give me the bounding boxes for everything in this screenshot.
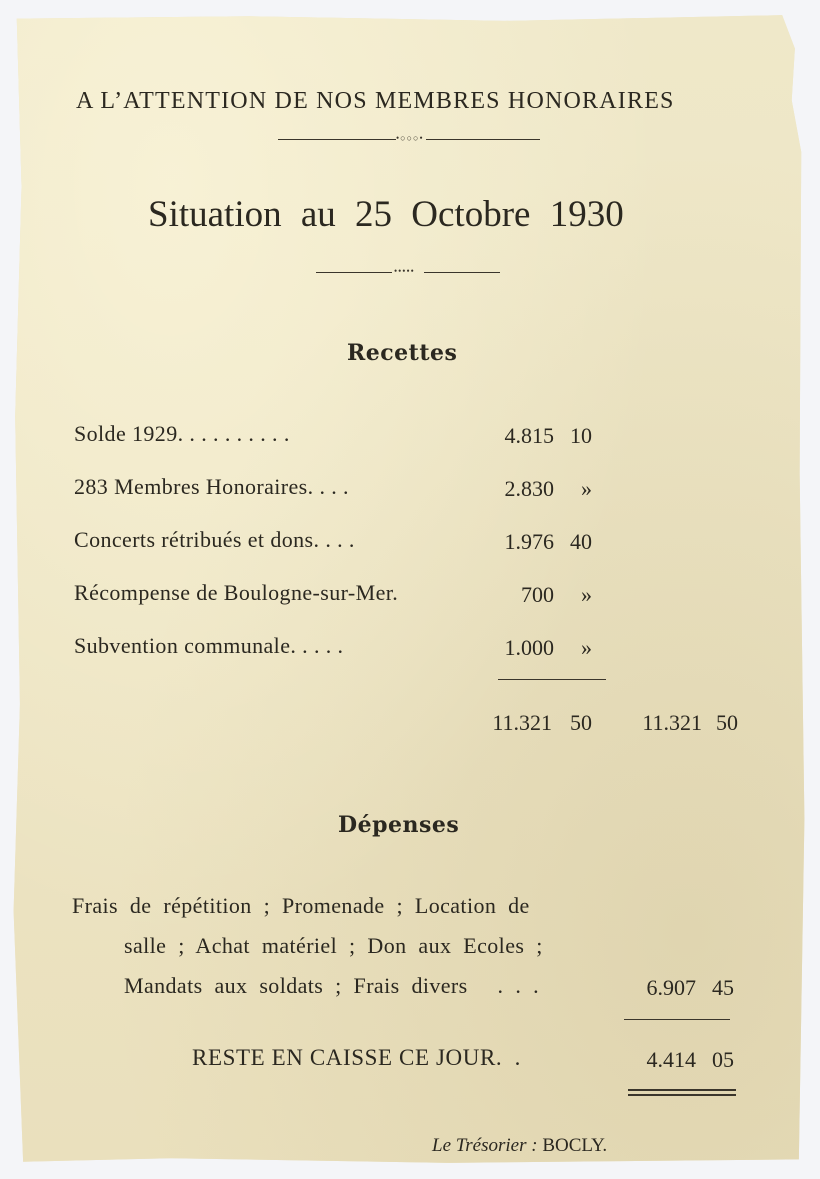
header-line: A L’ATTENTION DE NOS MEMBRES HONORAIRES [76, 88, 675, 114]
depenses-cents: 45 [712, 975, 734, 1000]
treasurer-name: BOCLY. [542, 1135, 608, 1156]
ornament-center: •○○○• [396, 133, 424, 143]
reste-label: RESTE EN CAISSE CE JOUR. [192, 1045, 503, 1070]
depenses-heading: Dépenses [338, 812, 460, 838]
title-rule-right [424, 272, 500, 273]
recette-amount: 1.976 [504, 529, 554, 554]
recette-label: Solde 1929 [74, 421, 178, 446]
recette-leader: . . . . [307, 474, 349, 499]
ornament-rule-left [278, 139, 396, 140]
depenses-line: salle ; Achat matériel ; Don aux Ecoles ; [124, 933, 543, 958]
recette-cents: » [581, 635, 592, 660]
depenses-amount: 6.907 [646, 975, 696, 1000]
reste-leader: . [514, 1045, 521, 1070]
subtotal-rule [498, 679, 606, 680]
subtotal-amount: 11.321 [492, 710, 552, 735]
recette-leader: . . . . [313, 527, 355, 552]
reste-amount: 4.414 [646, 1047, 696, 1072]
depenses-line [124, 973, 539, 999]
title-ornament: ••••• [394, 266, 415, 276]
recette-leader: . [392, 580, 399, 605]
recette-label: Subvention communale [74, 633, 291, 658]
depenses-line-text: Mandats aux soldats ; Frais divers [124, 973, 468, 998]
recette-leader: . . . . . . . . . . [177, 421, 290, 446]
recette-row [74, 580, 398, 606]
recette-leader: . . . . . [290, 633, 344, 658]
recette-amount: 4.815 [504, 423, 554, 448]
double-rule-top [628, 1089, 736, 1091]
page-title: Situation au 25 Octobre 1930 [148, 194, 624, 235]
reste-cents: 05 [712, 1047, 734, 1072]
ornament-rule-right [426, 139, 540, 140]
recettes-heading: Recettes [347, 340, 458, 366]
recette-label: Récompense de Boulogne-sur-Mer [74, 580, 393, 605]
recette-row [74, 527, 355, 553]
total-amount: 11.321 [642, 710, 702, 735]
depenses-rule [624, 1019, 730, 1020]
reste-row [192, 1045, 521, 1071]
recette-label: Concerts rétribués et dons [74, 527, 314, 552]
recette-label: 283 Membres Honoraires [74, 474, 308, 499]
double-rule-bottom [628, 1094, 736, 1096]
signature-line [432, 1135, 607, 1157]
recette-cents: 40 [570, 529, 592, 554]
recette-cents: » [581, 582, 592, 607]
recette-row [74, 633, 343, 659]
total-cents: 50 [716, 710, 738, 735]
recette-row [74, 474, 349, 500]
depenses-leader: . . . [497, 973, 540, 998]
recette-cents: » [581, 476, 592, 501]
recette-amount: 700 [521, 582, 554, 607]
subtotal-cents: 50 [570, 710, 592, 735]
title-rule-left [316, 272, 392, 273]
recette-amount: 2.830 [504, 476, 554, 501]
treasurer-role: Le Trésorier : [432, 1135, 538, 1156]
recette-cents: 10 [570, 423, 592, 448]
recette-amount: 1.000 [504, 635, 554, 660]
depenses-line: Frais de répétition ; Promenade ; Location de [72, 893, 530, 918]
recette-row [74, 421, 290, 447]
